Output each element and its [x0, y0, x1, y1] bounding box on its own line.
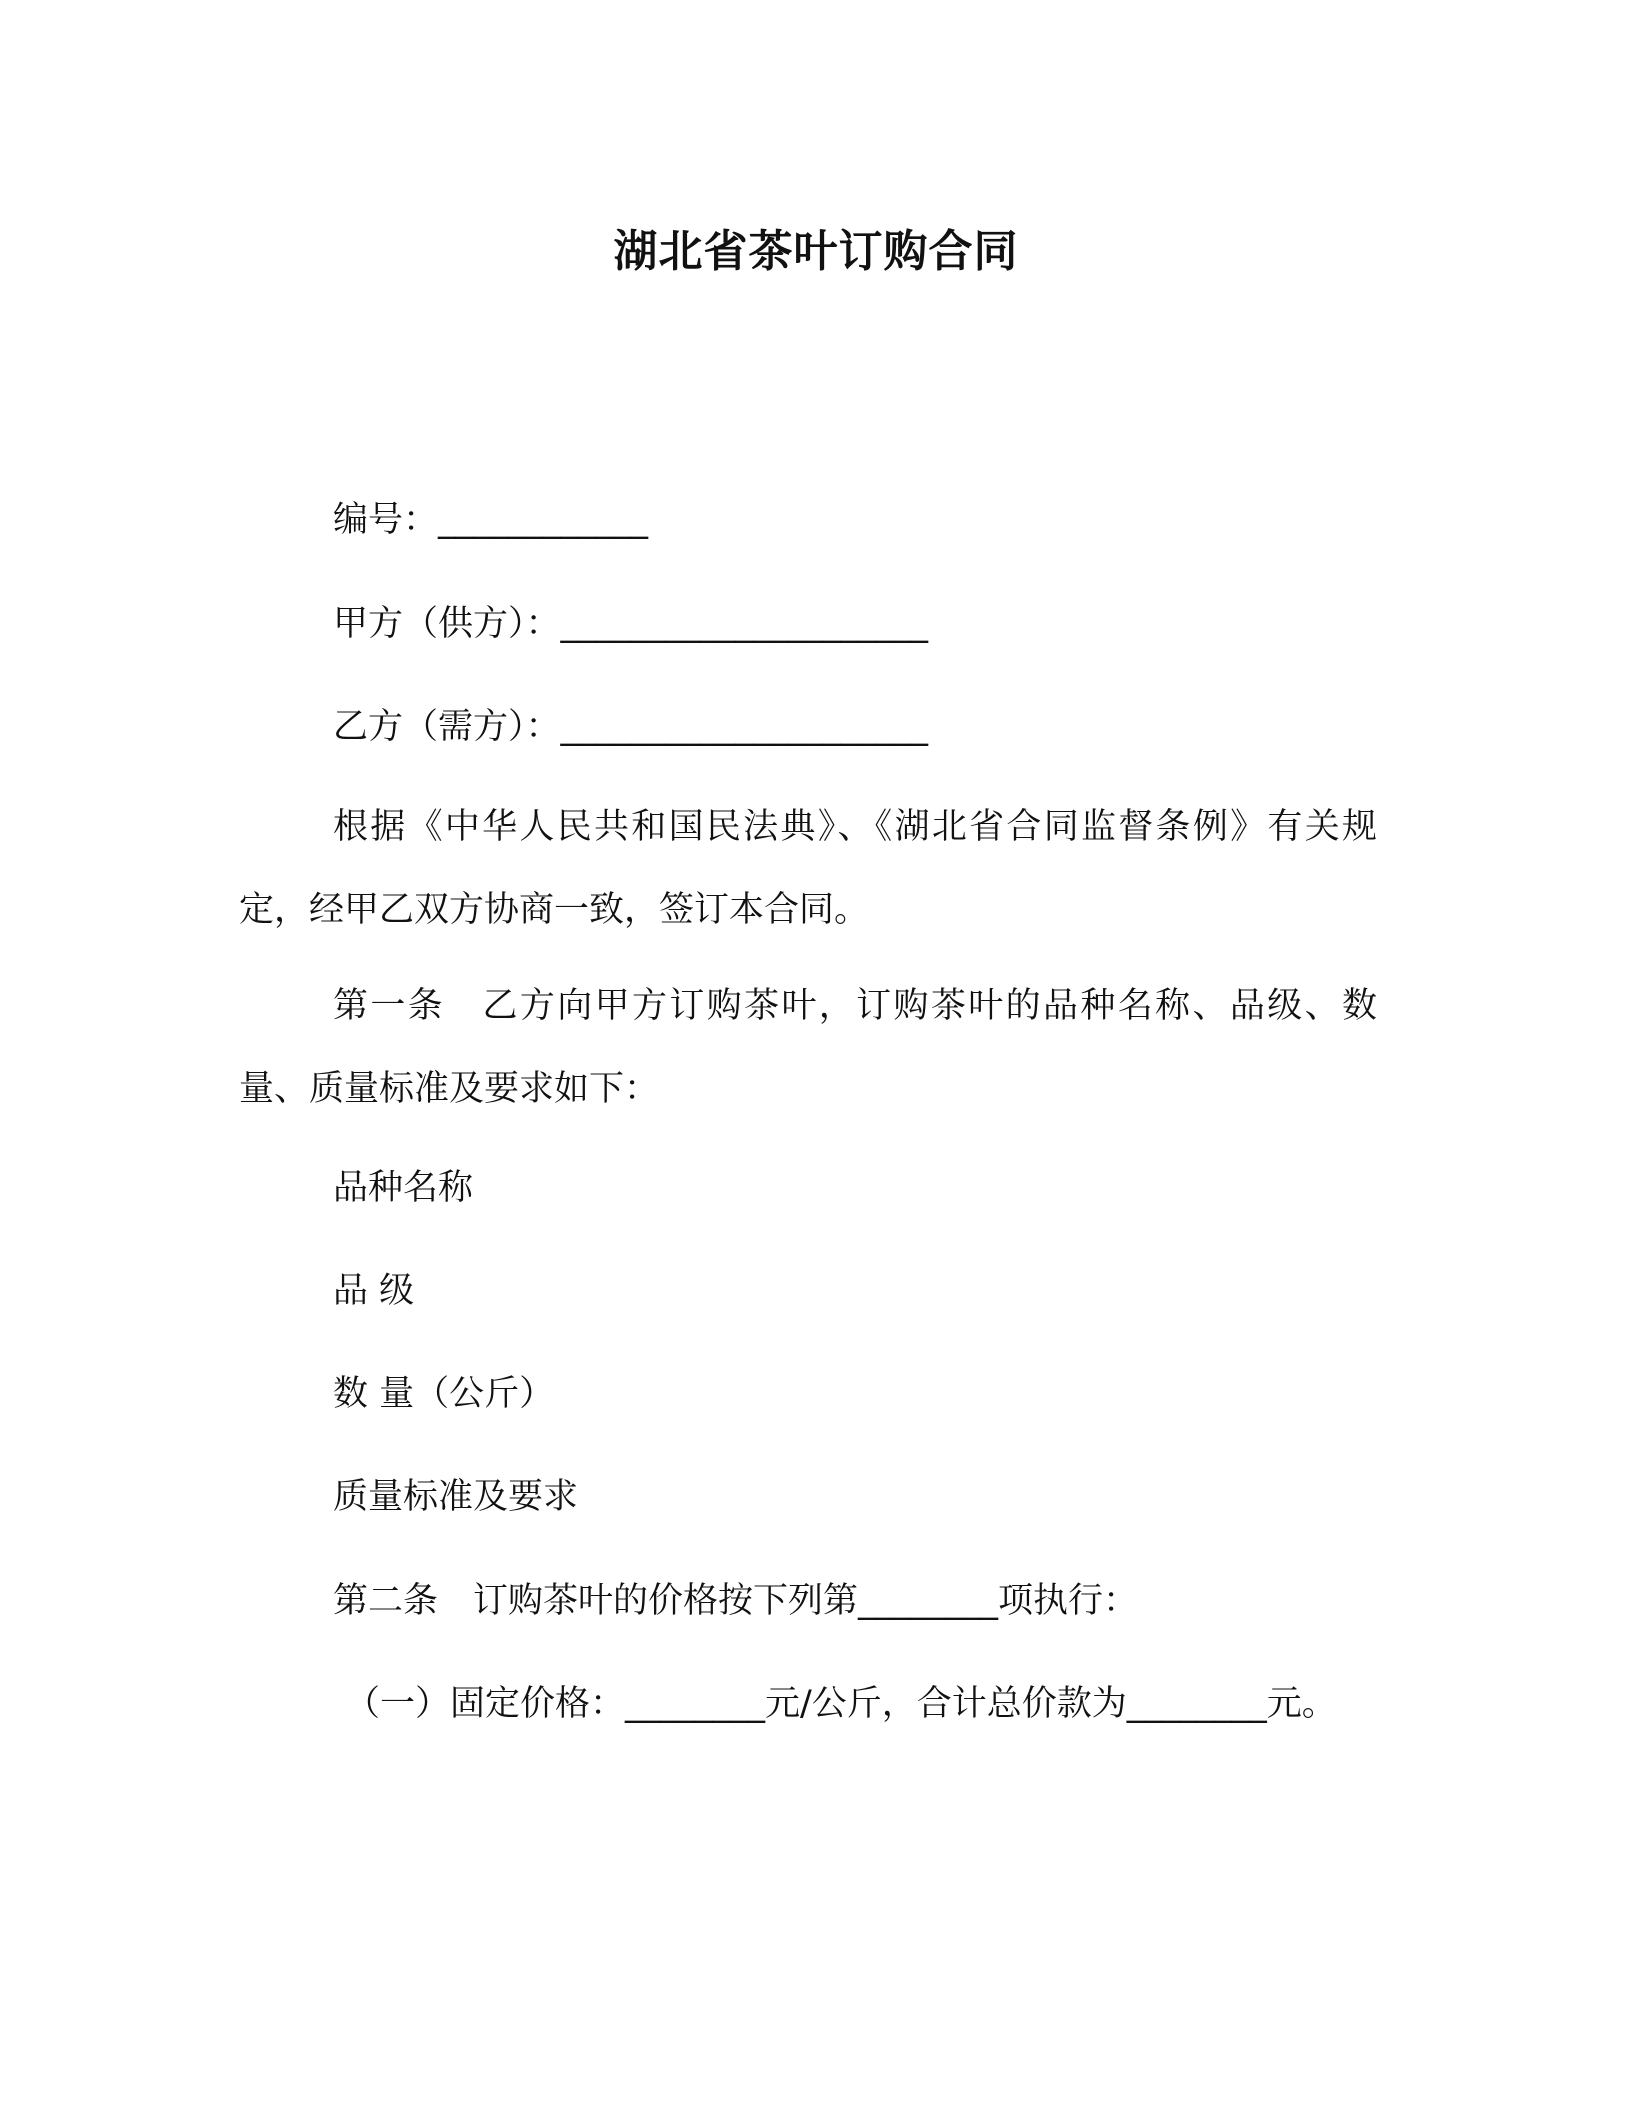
contract-number-field: 编号：____________ [333, 500, 649, 540]
preamble-paragraph: 根据《中华人民共和国民法典》、《湖北省合同监督条例》有关规定，经甲乙双方协商一致，签订本合同。 [239, 807, 1377, 930]
article-1-paragraph: 第一条 乙方向甲方订购茶叶，订购茶叶的品种名称、品级、数量、质量标准及要求如下： [239, 986, 1377, 1109]
article-2-fixed-price-item: （一）固定价格：________元/公斤，合计总价款为________元。 [345, 1684, 1337, 1724]
article-1-item-quantity: 数 量（公斤） [333, 1374, 555, 1414]
article-1-item-variety: 品种名称 [333, 1168, 474, 1208]
article-1-item-quality: 质量标准及要求 [333, 1477, 579, 1517]
party-b-field: 乙方（需方）：_____________________ [333, 707, 929, 747]
article-2-paragraph: 第二条 订购茶叶的价格按下列第________项执行： [333, 1581, 1139, 1621]
document-title: 湖北省茶叶订购合同 [613, 226, 1019, 277]
article-1-item-grade: 品 级 [333, 1271, 415, 1311]
party-a-field: 甲方（供方）：_____________________ [333, 604, 929, 644]
